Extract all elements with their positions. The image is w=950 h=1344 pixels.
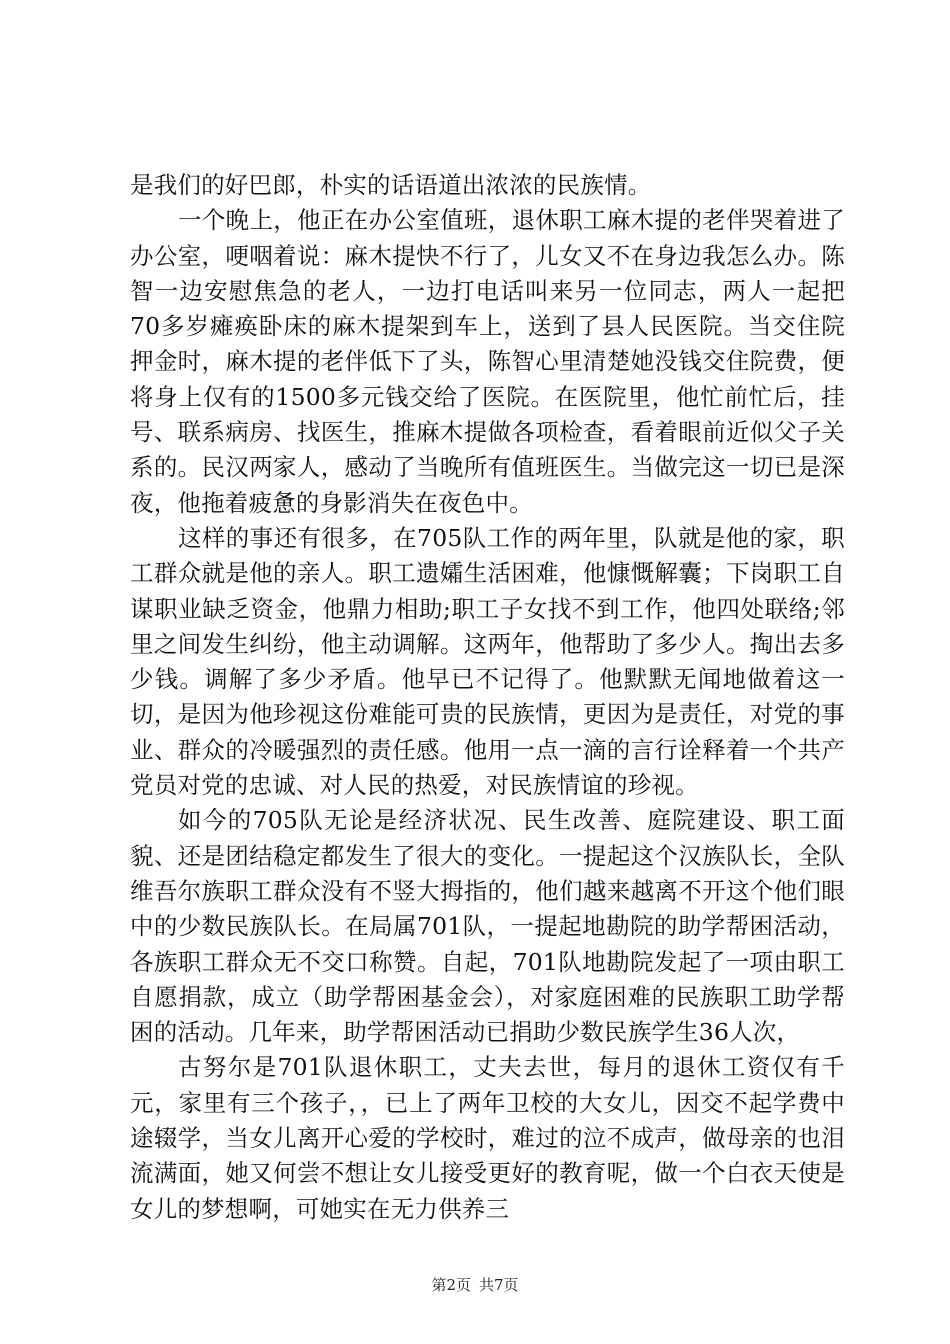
- paragraph-1: 是我们的好巴郎，朴实的话语道出浓浓的民族情。: [130, 171, 652, 199]
- paragraph-4: 如今的705队无论是经济状况、民生改善、庭院建设、职工面貌、还是团结稳定都发生了很大的变化。一提起这个汉族队长，全队维吾尔族职工群众没有不竖大拇指的，他们越来越离不开这个他们眼中的少数民族队长。在局属701队，一提起地勘院的助学帮困活动，各族职工群众无不交口称赞。自起，701队地勘院发起了一项由职工自愿捐款，成立（助学帮困基金会），对家庭困难的民族职工助学帮困的活动。几年来，助学帮困活动已捐助少数民族学生36人次，: [130, 806, 845, 1047]
- paragraph-5: 古努尔是701队退休职工，丈夫去世，每月的退休工资仅有千元，家里有三个孩子，，已上了两年卫校的大女儿，因交不起学费中途辍学，当女儿离开心爱的学校时，难过的泣不成声，做母亲的也泪流满面，她又何尝不想让女儿接受更好的教育呢，做一个白衣天使是女儿的梦想啊，可她实在无力供养三: [130, 1053, 845, 1223]
- document-body: [130, 168, 845, 1227]
- page-footer: [0, 1275, 950, 1295]
- paragraph-2: 一个晚上，他正在办公室值班，退休职工麻木提的老伴哭着进了办公室，哽咽着说：麻木提快不行了，儿女又不在身边我怎么办。陈智一边安慰焦急的老人，一边打电话叫来另一位同志，两人一起把70多岁瘫痪卧床的麻木提架到车上，送到了县人民医院。当交住院押金时，麻木提的老伴低下了头，陈智心里清楚她没钱交住院费，便将身上仅有的1500多元钱交给了医院。在医院里，他忙前忙后，挂号、联系病房、找医生，推麻木提做各项检查，看着眼前近似父子关系的。民汉两家人，感动了当晚所有值班医生。当做完这一切已是深夜，他拖着疲惫的身影消失在夜色中。: [130, 206, 845, 517]
- page-total: 共7页: [479, 1276, 519, 1294]
- paragraph-3: 这样的事还有很多，在705队工作的两年里，队就是他的家，职工群众就是他的亲人。职工遗孀生活困难，他慷慨解囊；下岗职工自谋职业缺乏资金，他鼎力相助;职工子女找不到工作，他四处联络;邻里之间发生纠纷，他主动调解。这两年，他帮助了多少人。掏出去多少钱。调解了多少矛盾。他早已不记得了。他默默无闻地做着这一切，是因为他珍视这份难能可贵的民族情，更因为是责任，对党的事业、群众的冷暖强烈的责任感。他用一点一滴的言行诠释着一个共产党员对党的忠诚、对人民的热爱，对民族情谊的珍视。: [130, 523, 845, 800]
- page-number: 第2页: [431, 1276, 471, 1294]
